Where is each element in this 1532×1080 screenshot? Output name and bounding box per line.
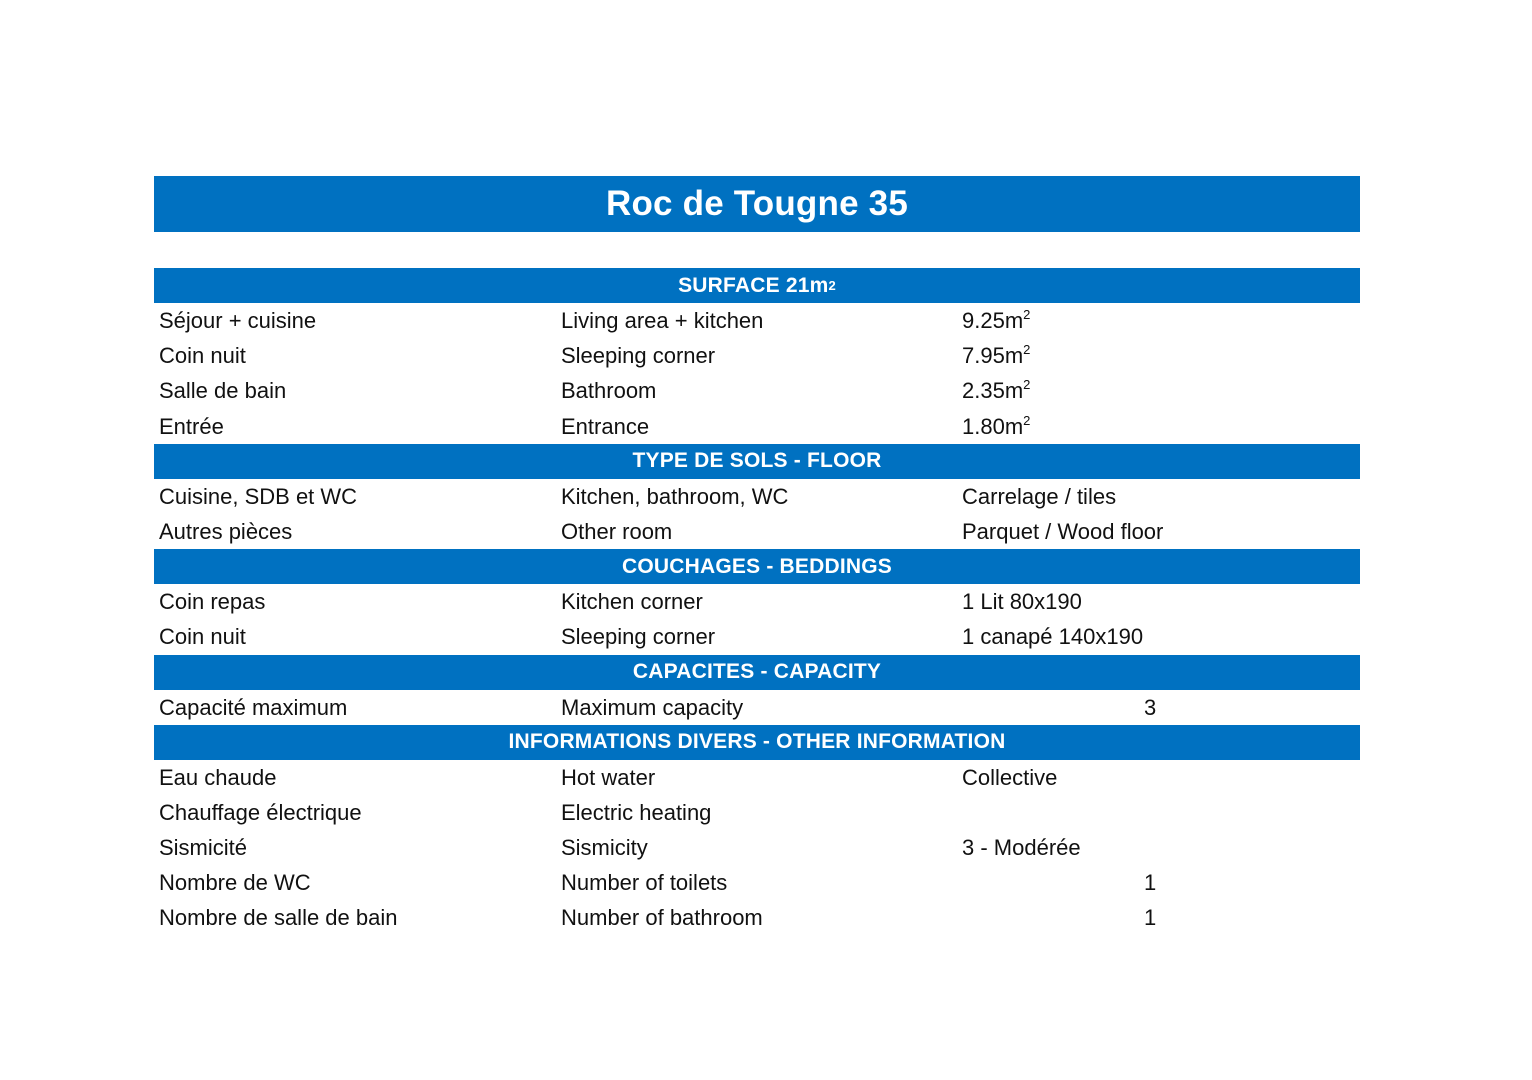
label-en: Number of toilets [561, 870, 728, 896]
property-sheet [154, 268, 1360, 936]
table-row [154, 830, 1360, 865]
label-en: Living area + kitchen [561, 308, 764, 333]
value-cell: $1.80m^2$ [962, 412, 1031, 439]
table-row [154, 619, 1360, 654]
table-row [154, 760, 1360, 795]
label-en: Sismicity [561, 835, 648, 861]
table-row [154, 479, 1360, 514]
section-header-surface: SURFACE 21m 2 [154, 268, 1360, 303]
value-cell: 1 [1144, 905, 1157, 931]
label-fr: Nombre de salle de bain [159, 905, 398, 931]
label-fr: Coin nuit [159, 343, 246, 369]
label-en: Sleeping corner [561, 343, 716, 369]
label-en: Other room [561, 518, 673, 544]
table-row [154, 303, 1360, 338]
label-fr: Sismicité [159, 835, 248, 861]
label-fr: Coin repas [159, 589, 266, 615]
table-row [154, 373, 1360, 408]
table-row [154, 338, 1360, 373]
label-en: Sleeping corner [561, 624, 716, 650]
label-en: Number of bathroom [561, 905, 763, 931]
table-row [154, 865, 1360, 900]
label-fr: Séjour + cuisine [159, 308, 317, 333]
label-en: Maximum capacity [561, 694, 744, 720]
table-row [154, 690, 1360, 725]
label-en: Entrance [561, 413, 650, 439]
label-fr: Chauffage électrique [159, 799, 362, 825]
section-header-beddings: COUCHAGES - BEDDINGS [154, 549, 1360, 584]
value-cell: 1 canapé 140x190 [962, 624, 1144, 650]
table-row [154, 795, 1360, 830]
label-en: Hot water [561, 764, 656, 790]
label-fr: Capacité maximum [159, 694, 348, 720]
label-fr: Salle de bain [159, 378, 287, 404]
page-title: Roc de Tougne 35 [154, 176, 1360, 232]
label-fr: Coin nuit [159, 624, 246, 650]
value-cell: 1 Lit 80x190 [962, 589, 1082, 615]
value-cell: 1 [1144, 870, 1157, 896]
label-en: Kitchen corner [561, 589, 703, 615]
label-en: Kitchen, bathroom, WC [561, 483, 789, 509]
value-cell: Carrelage / tiles [962, 483, 1117, 509]
value-cell: 3 [1144, 694, 1157, 720]
table-row [154, 409, 1360, 444]
value-cell: Collective [962, 764, 1058, 790]
section-title: SURFACE 21m [678, 273, 829, 297]
label-fr: Autres pièces [159, 518, 293, 544]
value-cell: 3 - Modérée [962, 835, 1081, 861]
value-cell: Parquet / Wood floor [962, 518, 1164, 544]
section-header-other-information: INFORMATIONS DIVERS - OTHER INFORMATION [154, 725, 1360, 760]
table-row [154, 584, 1360, 619]
label-fr: Eau chaude [159, 764, 277, 790]
value-cell: $2.35m^2$ [962, 377, 1031, 404]
table-row [154, 900, 1360, 935]
section-header-capacity: CAPACITES - CAPACITY [154, 655, 1360, 690]
value-cell: $7.95m^2$ [962, 342, 1031, 369]
label-fr: Nombre de WC [159, 870, 311, 896]
table-row [154, 514, 1360, 549]
label-fr: Cuisine, SDB et WC [159, 483, 358, 509]
label-en: Electric heating [561, 799, 712, 825]
label-fr: Entrée [159, 413, 224, 439]
section-header-floor: TYPE DE SOLS - FLOOR [154, 444, 1360, 479]
label-en: Bathroom [561, 378, 657, 404]
value-cell: $9.25m^2$ [962, 307, 1031, 333]
